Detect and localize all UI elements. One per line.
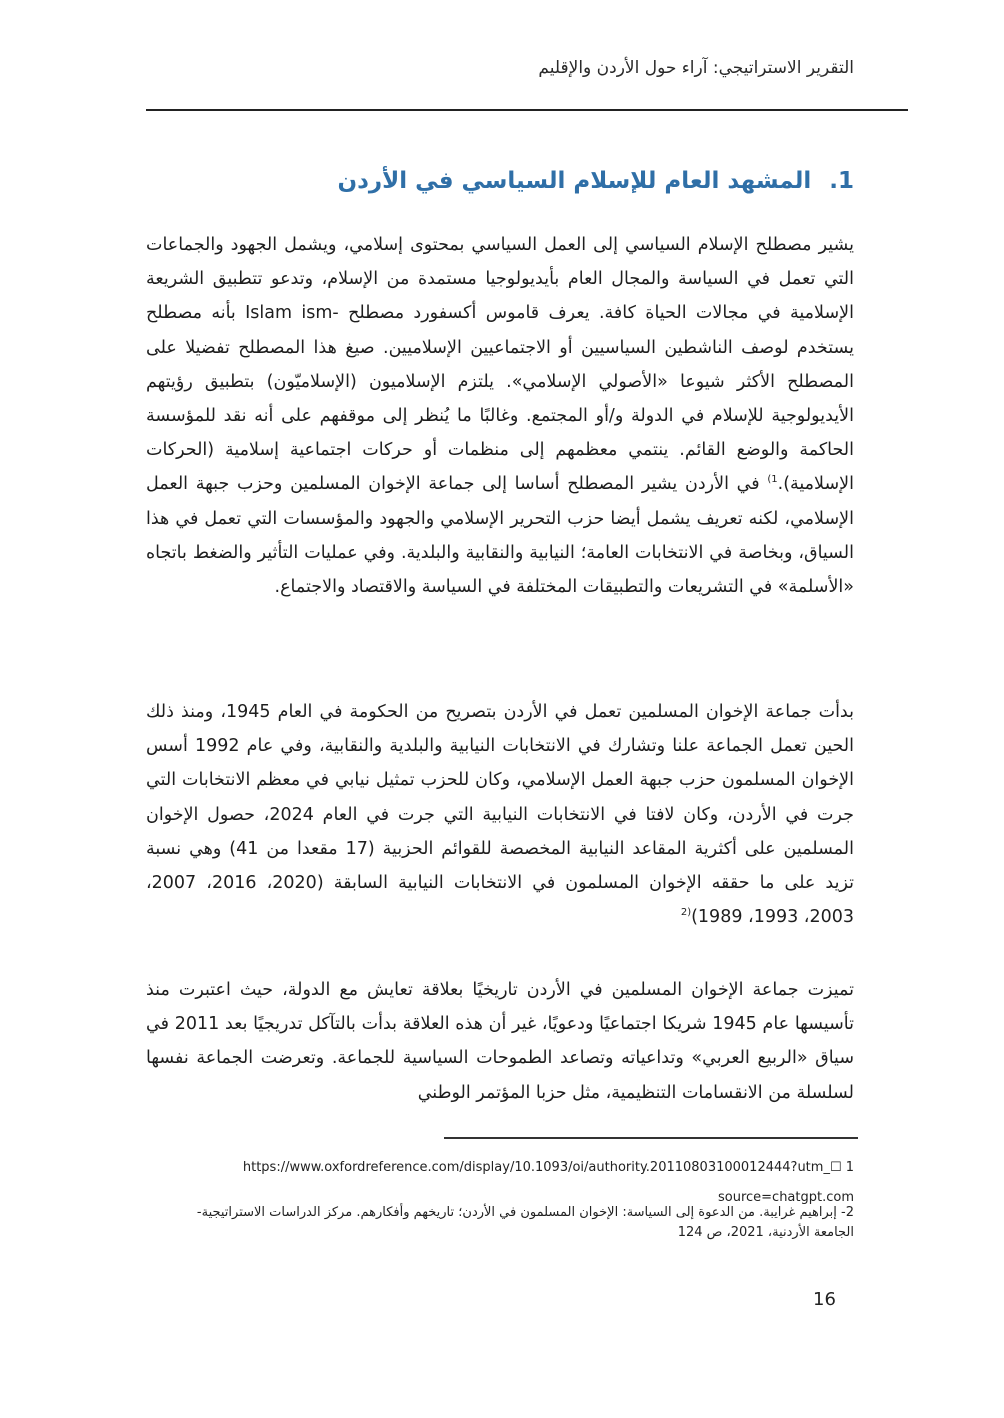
section-title: المشهد العام للإسلام السياسي في الأردن	[337, 168, 812, 194]
footnote-ref-2: (2	[680, 907, 692, 919]
footnote-ref-1: 1)	[767, 474, 778, 486]
paragraph-1	[146, 228, 854, 604]
footnote-1-url-cont[interactable]: source=chatgpt.com	[717, 1190, 854, 1205]
running-header: التقرير الاستراتيجي: آراء حول الأردن والإقليم	[538, 58, 854, 78]
footnote-2: 2- إبراهيم غرايبة. من الدعوة إلى السياسة: الإخوان المسلمون في الأردن؛ تاريخهم وأفكارهم. مركز الدراسات الاستراتيجية- الجامعة الأردنية، 2021، ص 124	[196, 1205, 854, 1240]
section-heading	[146, 168, 854, 194]
paragraph-1-text-a: يشير مصطلح الإسلام السياسي إلى العمل السياسي بمحتوى إسلامي، ويشمل الجهود والجماعات التي تعمل في السياسة والمجال العام بأيديولوجيا مستمدة من الإسلام، وتدعو تتطبيق الشريعة الإسلامية في مجالات الحياة كافة. يعرف قاموس أكسفورد مصطلح -Islam ism بأنه مصطلح يستخدم لوصف الناشطين السياسيين أو الاجتماعيين الإسلاميين. صيغ هذا المصطلح تفضيلا على المصطلح الأكثر شيوعا «الأصولي الإسلامي». يلتزم الإسلاميون (الإسلاميّون) بتطبيق رؤيتهم الأيديولوجية للإسلام في الدولة و/أو المجتمع. وغالبًا ما يُنظر إلى موقفهم على أنه نقد للمؤسسة الحاكمة والوضع القائم. ينتمي معظمهم إلى منظمات أو حركات اجتماعية إسلامية (الحركات الإسلامية).	[146, 235, 854, 495]
paragraph-3-text: تميزت جماعة الإخوان المسلمين في الأردن تاريخيًا بعلاقة تعايش مع الدولة، حيث اعتبرت منذ تأسيسها عام 1945 شريكا اجتماعيًا ودعويًا، غير أن هذه العلاقة بدأت بالتآكل تدريجيًا بعد 2011 في سياق «الربيع العربي» وتداعياته وتصاعد الطموحات السياسية للجماعة. وتعرضت الجماعة نفسها لسلسلة من الانقسامات التنظيمية، مثل حزبا المؤتمر الوطني	[146, 980, 855, 1103]
paragraph-2	[146, 695, 854, 934]
page-number: 16	[813, 1289, 836, 1310]
header-divider	[146, 109, 908, 111]
footnote-divider	[444, 1137, 858, 1139]
paragraph-2-text: بدأت جماعة الإخوان المسلمين تعمل في الأردن بتصريح من الحكومة في العام 1945، ومنذ ذلك الحين تعمل الجماعة علنا وتشارك في الانتخابات النيابية والبلدية والنقابية، وفي عام 1992 أسس الإخوان المسلمون حزب جبهة العمل الإسلامي، وكان للحزب تمثيل نيابي في معظم الانتخابات التي جرت في الأردن، وكان لافتا في الانتخابات النيابية التي جرت في العام 2024، حصول الإخوان المسلمين على أكثرية المقاعد النيابية المخصصة للقوائم الحزبية (17 مقعدا من 41) وهي نسبة تزيد على ما حققه الإخوان المسلمون في الانتخابات النيابية السابقة (2020، 2016، 2007، 2003، 1993، 1989)	[146, 702, 854, 928]
footnote-1-url[interactable]: https://www.oxfordreference.com/display/10.1093/oi/authority.20110803100012444?utm_☐ 1	[242, 1160, 854, 1175]
paragraph-1-text-b: في الأردن يشير المصطلح أساسا إلى جماعة الإخوان المسلمين وحزب جبهة العمل الإسلامي، لكنه تعريف يشمل أيضا حزب التحرير الإسلامي والجهود والمؤسسات التي تعمل في هذا السياق، وبخاصة في الانتخابات العامة؛ النيابية والنقابية والبلدية. وفي عمليات التأثير والضغط باتجاه «الأسلمة» في التشريعات والتطبيقات المختلفة في السياسة والاقتصاد والاجتماع.	[146, 474, 854, 598]
section-number: 1.	[829, 168, 854, 194]
paragraph-3	[146, 973, 854, 1110]
